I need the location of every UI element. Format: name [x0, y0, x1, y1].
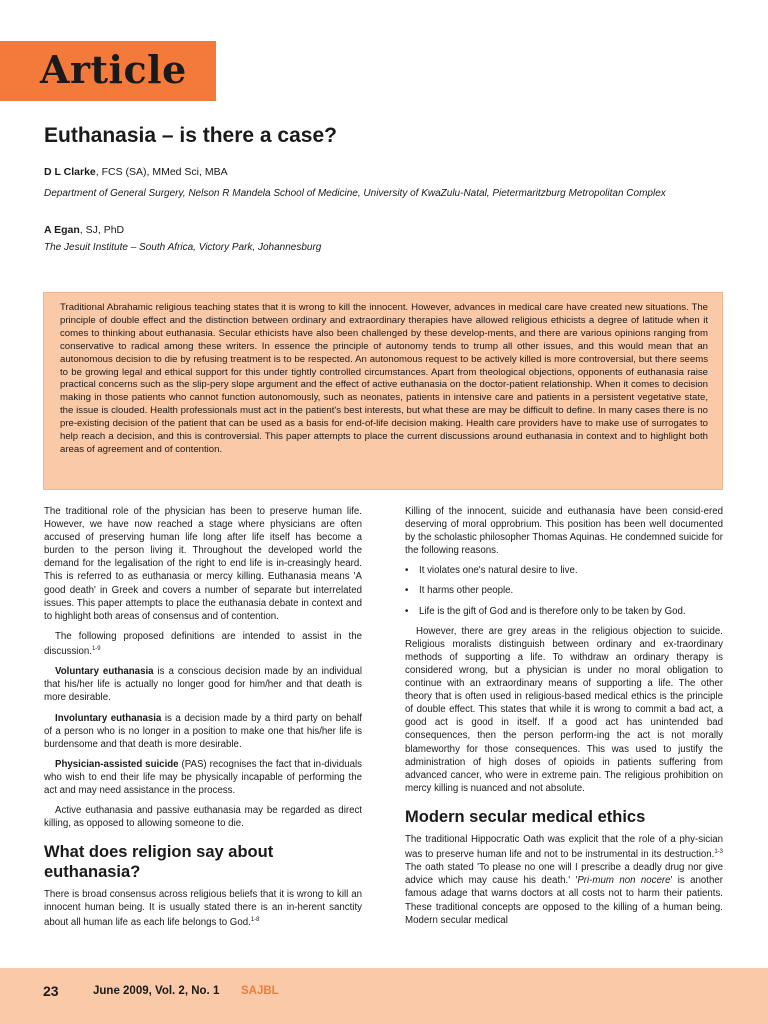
author-1-name: D L Clarke: [44, 166, 96, 178]
list-item: • It violates one's natural desire to live.: [405, 565, 578, 577]
author-1-degrees: , FCS (SA), MMed Sci, MBA: [95, 166, 228, 178]
paragraph: Active euthanasia and passive euthanasia may be regarded as direct killing, as opposed to allowing someone to die.: [44, 805, 362, 830]
author-2-affiliation: The Jesuit Institute – South Africa, Victory Park, Johannesburg: [44, 242, 322, 253]
bullet-icon: •: [405, 565, 409, 577]
page-footer: [0, 968, 768, 1024]
right-column: [405, 505, 723, 934]
section-tag-label: Article: [40, 47, 187, 92]
bullet-list: [405, 564, 723, 617]
paragraph: The traditional role of the physician has been to preserve human life. However, we have now reached a stage where physicians are often accused of preserving human life long after life itself has become a burden to the person living it. Throughout the developed world the demand for the legalisation of the right to end life is in-creasingly heard. This is referred to as euthanasia or mercy killing. Euthanasia means 'A good death' in Greek and covers a number of separate but interrelated issues. This paper attempts to place the euthanasia debate in context and to highlight both areas of consensus and of contention.: [44, 506, 362, 622]
article-title: Euthanasia – is there a case?: [44, 124, 337, 147]
author-2-name: A Egan: [44, 224, 80, 236]
issue-info: June 2009, Vol. 2, No. 1: [93, 985, 220, 997]
section-heading-religion: What does religion say about euthanasia?: [44, 843, 274, 882]
reference-superscript: 1-8: [250, 917, 260, 924]
author-1-affiliation: Department of General Surgery, Nelson R Mandela School of Medicine, University of KwaZulu-Natal, Pietermaritzburg Metropolitan Complex: [44, 188, 666, 199]
journal-name: SAJBL: [241, 985, 279, 997]
bullet-icon: •: [405, 605, 409, 617]
bullet-icon: •: [405, 585, 409, 597]
left-column: [44, 505, 362, 937]
paragraph: There is broad consensus across religious beliefs that it is wrong to kill an innocent human being. It is usually stated there is an in-herent sanctity about all human life as each life belongs to God.$^{1-8}$: [44, 889, 362, 929]
definition-involuntary-euthanasia: Involuntary euthanasia is a decision made by a third party on behalf of a person who is no longer in a position to make one that his/her life is burdensome and that death is more desirable.: [44, 712, 363, 750]
abstract-box: Traditional Abrahamic religious teaching states that it is wrong to kill the innocent. However, advances in medical care have created new situations. The principle of double effect and the distinction between ordinary and extraordinary therapies have allowed religious ethicists a degree of latitude when it comes to thinking about euthanasia. Secular ethicists have also been challenged by these develop-ments, and there are various opinions ranging from conservative to radical among these writers. In essence the principle of autonomy tends to trump all other issues, and this would mean that an autonomous decision to die by refusing treatment is to be respected. An autonomous request to be actively killed is more controversial, but there seems to be growing legal and ethical support for this under tightly controlled circumstances. Apart from theological objections, opponents of euthanasia raise practical concerns such as the slip-pery slope argument and the effect of active euthanasia on the doctor-patient relationship. When it comes to decision making in those patients who cannot function autonomously, such as neonates, patients in intensive care and patients in a persistent vegetative state, the issue is clouded. Health professionals must act in the patient's best interests, but what these are may be difficult to define. In many cases there is no pre-existing decision of the patient that can be used as a basis for end-of-life decision making. Health care providers have to make use of surrogates to help reach a decision, and this is controversial. This paper attempts to place the current discussions around euthanasia in context and to highlight both areas of agreement and of contention.: [43, 292, 723, 490]
definition-physician-assisted-suicide: Physician-assisted suicide (PAS) recognises the fact that in-dividuals who wish to end their life may be physically incapable of performing the act and may need assistance in the process.: [44, 758, 362, 797]
definition-voluntary-euthanasia: Voluntary euthanasia is a conscious decision made by an individual that his/her life is actually no longer good for him/her and that death is more desirable.: [44, 666, 362, 704]
list-item: • Life is the gift of God and is therefore only to be taken by God.: [405, 605, 686, 617]
reference-superscript: 1-3: [714, 848, 723, 855]
reference-superscript: 1-9: [91, 645, 101, 652]
article-section-tag: [0, 41, 216, 101]
paragraph: Killing of the innocent, suicide and euthanasia have been consid-ered deserving of moral opprobrium. This position has been well documented by the scholastic philosopher Thomas Aquinas. He condemned suicide for the following reasons.: [405, 506, 723, 557]
paragraph: The following proposed definitions are intended to assist in the discussion.$^{1-9}$: [44, 630, 362, 658]
author-2: [44, 224, 124, 236]
author-1: [44, 166, 228, 178]
page-number: 23: [43, 983, 59, 999]
paragraph: The traditional Hippocratic Oath was explicit that the role of a phy-sician was to preserve human life and not to be instrumental in its destruction.$^{1-3}$ The oath stated 'To please no one will I prescribe a deadly drug nor give advice which may cause his death.' 'Pri-mum non nocere' is another famous adage that warns doctors at all costs not to harm their patients. These traditional concepts are opposed to the killing of a human being. Modern secular medical: [405, 833, 723, 926]
list-item: • It harms other people.: [405, 585, 514, 597]
author-2-degrees: , SJ, PhD: [79, 224, 125, 236]
section-heading-secular-ethics: Modern secular medical ethics: [405, 807, 646, 826]
paragraph: However, there are grey areas in the religious objection to suicide. Religious moralists distinguish between ordinary and ex-traordinary methods of supporting a life. To withdraw an ordinary therapy is considered wrong, but a physician is under no moral obligation to continue with an extraordinary means of supporting a life. The other theory that is often used in religious-based medical ethics is the principle of double effect. This states that while it is wrong to commit a bad act, a good act is good in itself. If a good act has unintended bad consequences, then the person perform-ing the act is not morally blameworthy for those consequences. This was used to justify the administration of high doses of opioids in patients suffering from advanced cancer, who were in extreme pain. The religious prohibition on mercy killing is nuanced and not absolute.: [405, 625, 723, 794]
